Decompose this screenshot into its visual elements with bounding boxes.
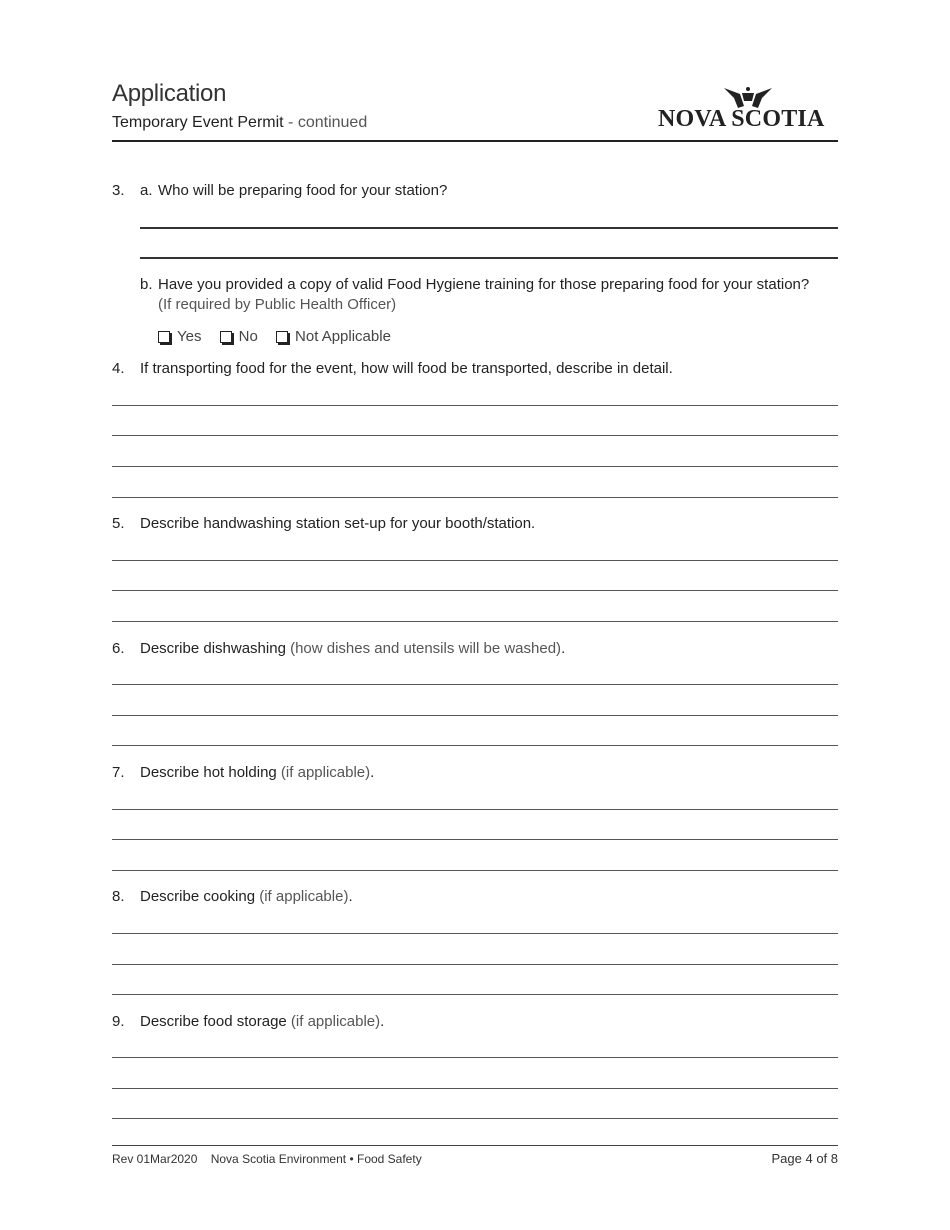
checkbox-no[interactable] — [220, 331, 232, 343]
q9-answer-line-3[interactable] — [112, 1118, 838, 1119]
q4-answer-line-2[interactable] — [112, 435, 838, 436]
q9-number: 9. — [112, 1013, 125, 1030]
option-not-applicable[interactable] — [276, 328, 391, 345]
q6-answer-line-2[interactable] — [112, 715, 838, 716]
q3b-note: (If required by Public Health Officer) — [158, 296, 397, 313]
q3-number: 3. — [112, 182, 125, 199]
q8-note: (if applicable) — [255, 888, 349, 905]
q6-end: . — [561, 640, 566, 657]
q3b-text: Have you provided a copy of valid Food Hygiene training for those preparing food for your station? — [158, 276, 810, 293]
q9-note: (if applicable) — [286, 1013, 381, 1030]
q9-answer-line-2[interactable] — [112, 1088, 838, 1089]
q7-number: 7. — [112, 764, 125, 781]
q3b-label: b. — [140, 276, 153, 293]
q9-answer-line-1[interactable] — [112, 1057, 838, 1058]
q8-number: 8. — [112, 888, 125, 905]
option-yes-label: Yes — [177, 328, 202, 345]
q7-answer-line-1[interactable] — [112, 809, 838, 810]
q4-answer-line-3[interactable] — [112, 466, 838, 467]
q6-note: (how dishes and utensils will be washed) — [285, 640, 562, 657]
q7-answer-line-2[interactable] — [112, 839, 838, 840]
option-no[interactable] — [220, 328, 258, 345]
q3a-answer-line-1[interactable] — [140, 227, 838, 229]
option-yes[interactable] — [158, 328, 201, 345]
q6-answer-line-1[interactable] — [112, 684, 838, 685]
q6-text — [140, 640, 565, 657]
option-no-label: No — [238, 328, 258, 345]
logo-text: NOVA SCOTIA — [658, 106, 825, 132]
checkbox-yes[interactable] — [158, 331, 170, 343]
subtitle-suffix: - continued — [283, 114, 368, 131]
subtitle-main: Temporary Event Permit — [112, 114, 284, 131]
q3a-answer-line-2[interactable] — [140, 257, 838, 259]
q5-answer-line-2[interactable] — [112, 590, 838, 591]
q4-answer-line-1[interactable] — [112, 405, 838, 406]
q8-answer-line-2[interactable] — [112, 964, 838, 965]
q8-text — [140, 888, 353, 905]
header-divider — [112, 140, 838, 142]
page-number: Page 4 of 8 — [771, 1151, 838, 1166]
q7-answer-line-3[interactable] — [112, 870, 838, 871]
q7-end: . — [370, 764, 375, 781]
q9-end: . — [380, 1013, 385, 1030]
q7-note: (if applicable) — [276, 764, 371, 781]
q8-main: Describe cooking — [140, 888, 256, 905]
q8-answer-line-1[interactable] — [112, 933, 838, 934]
footer-divider — [112, 1145, 838, 1146]
q3a-label: a. — [140, 182, 153, 199]
q5-number: 5. — [112, 515, 125, 532]
q6-number: 6. — [112, 640, 125, 657]
q8-end: . — [348, 888, 353, 905]
q4-text: If transporting food for the event, how will food be transported, describe in detail. — [140, 360, 673, 377]
q3a-text: Who will be preparing food for your station? — [158, 182, 448, 199]
nova-scotia-logo — [658, 84, 838, 134]
option-not-applicable-label: Not Applicable — [295, 328, 391, 345]
q6-answer-line-3[interactable] — [112, 745, 838, 746]
footer-revision: Rev 01Mar2020 Nova Scotia Environment • Food Safety — [112, 1152, 422, 1166]
q5-answer-line-1[interactable] — [112, 560, 838, 561]
q7-text — [140, 764, 374, 781]
q9-text — [140, 1013, 384, 1030]
checkbox-not-applicable[interactable] — [276, 331, 288, 343]
page-subtitle — [112, 114, 367, 132]
q6-main: Describe dishwashing — [140, 640, 286, 657]
q3b-options — [158, 328, 405, 347]
q8-answer-line-3[interactable] — [112, 994, 838, 995]
q4-answer-line-4[interactable] — [112, 497, 838, 498]
q7-main: Describe hot holding — [140, 764, 277, 781]
q5-answer-line-3[interactable] — [112, 621, 838, 622]
q9-main: Describe food storage — [140, 1013, 287, 1030]
q5-text: Describe handwashing station set-up for your booth/station. — [140, 515, 536, 532]
page-title: Application — [112, 80, 227, 107]
q4-number: 4. — [112, 360, 125, 377]
